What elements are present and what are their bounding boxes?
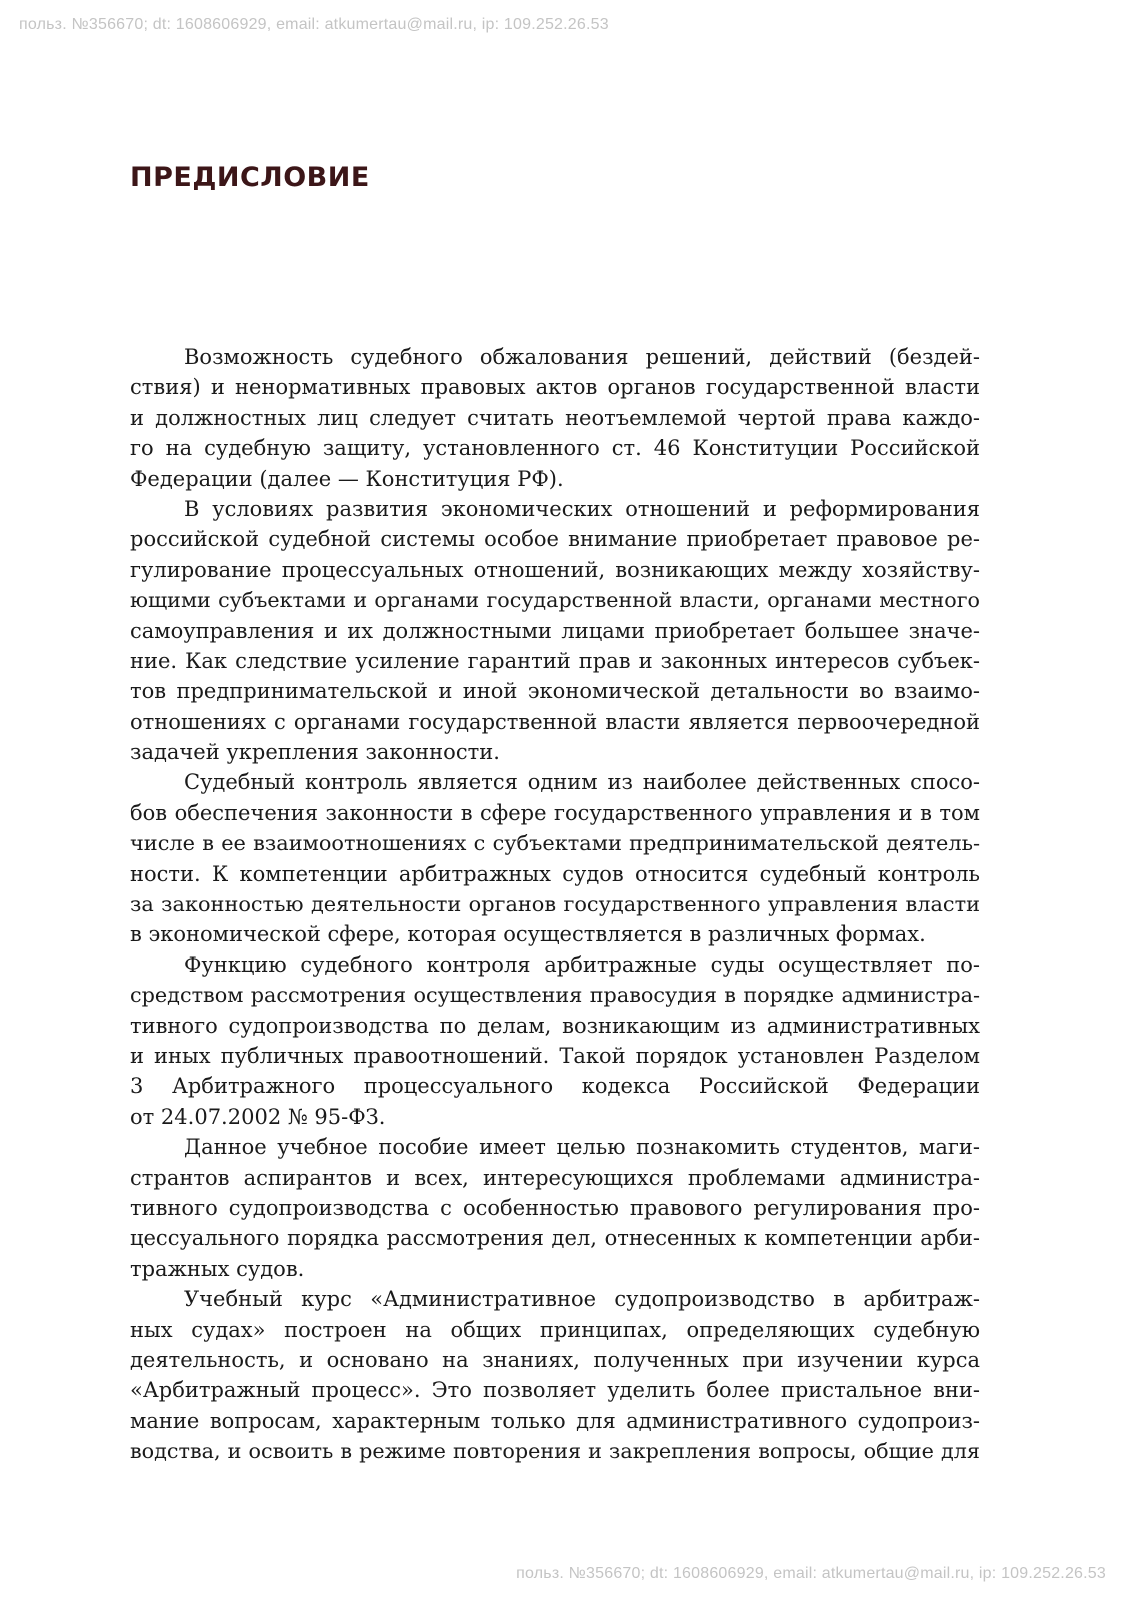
- text-line: цессуального порядка рассмотрения дел, отнесенных к компетенции арби-: [130, 1226, 980, 1251]
- text-line: ние. Как следствие усиление гарантий прав и законных интересов субъек-: [130, 648, 980, 673]
- text-line: странтов аспирантов и всех, интересующихся проблемами администра-: [130, 1165, 980, 1190]
- text-line: гулирование процессуальных отношений, возникающих между хозяйству-: [130, 557, 980, 582]
- text-line: бов обеспечения законности в сфере государственного управления и в том: [130, 800, 980, 825]
- text-line: ствия) и ненормативных правовых актов органов государственной власти: [130, 375, 980, 400]
- text-line: от 24.07.2002 № 95-ФЗ.: [130, 1104, 386, 1129]
- text-line: и должностных лиц следует считать неотъемлемой чертой права каждо-: [130, 405, 980, 430]
- text-line: деятельность, и основано на знаниях, полученных при изучении курса: [130, 1347, 980, 1372]
- text-line: тивного судопроизводства по делам, возникающим из административных: [130, 1013, 980, 1038]
- text-line: тов предпринимательской и иной экономической детальности во взаимо-: [130, 679, 980, 704]
- text-line: мание вопросам, характерным только для административного судопроиз-: [130, 1408, 980, 1433]
- text-line: ности. К компетенции арбитражных судов относится судебный контроль: [130, 861, 980, 886]
- text-line: Учебный курс «Административное судопроизводство в арбитраж-: [184, 1287, 980, 1312]
- text-line: тражных судов.: [130, 1256, 305, 1281]
- text-line: ных судах» построен на общих принципах, определяющих судебную: [130, 1317, 980, 1342]
- preface-body: [130, 342, 980, 1466]
- text-line: в экономической сфере, которая осуществляется в различных формах.: [130, 922, 926, 947]
- text-line: Функцию судебного контроля арбитражные суды осуществляет по-: [184, 952, 980, 977]
- text-line: В условиях развития экономических отношений и реформирования: [184, 496, 980, 521]
- text-line: «Арбитражный процесс». Это позволяет уделить более пристальное вни-: [130, 1378, 980, 1403]
- text-line: средством рассмотрения осуществления правосудия в порядке администра-: [130, 983, 980, 1008]
- text-line: самоуправления и их должностными лицами приобретает большее значе-: [130, 618, 980, 643]
- text-line: и иных публичных правоотношений. Такой порядок установлен Разделом: [130, 1043, 980, 1068]
- text-line: 3 Арбитражного процессуального кодекса Российской Федерации: [130, 1074, 980, 1099]
- text-line: Возможность судебного обжалования решений, действий (бездей-: [184, 345, 980, 369]
- watermark-bottom: польз. №356670; dt: 1608606929, email: atkumertau@mail.ru, ip: 109.252.26.53: [516, 1565, 1106, 1582]
- text-line: Судебный контроль является одним из наиболее действенных спосо-: [184, 770, 980, 795]
- text-line: задачей укрепления законности.: [130, 740, 500, 765]
- text-line: отношениях с органами государственной власти является первоочередной: [130, 709, 980, 734]
- text-line: водства, и освоить в режиме повторения и закрепления вопросы, общие для: [130, 1439, 980, 1464]
- text-line: Федерации (далее — Конституция РФ).: [130, 466, 564, 491]
- text-line: Данное учебное пособие имеет целью познакомить студентов, маги-: [184, 1135, 980, 1160]
- text-line: числе в ее взаимоотношениях с субъектами предпринимательской деятель-: [130, 831, 980, 856]
- watermark-top: польз. №356670; dt: 1608606929, email: atkumertau@mail.ru, ip: 109.252.26.53: [19, 16, 609, 33]
- text-line: го на судебную защиту, установленного ст. 46 Конституции Российской: [130, 436, 980, 461]
- text-line: тивного судопроизводства с особенностью правового регулирования про-: [130, 1195, 980, 1220]
- text-line: российской судебной системы особое внимание приобретает правовое ре-: [130, 527, 980, 552]
- page-title: ПРЕДИСЛОВИЕ: [130, 162, 370, 193]
- text-line: ющими субъектами и органами государственной власти, органами местного: [130, 588, 980, 613]
- text-line: за законностью деятельности органов государственного управления власти: [130, 892, 980, 917]
